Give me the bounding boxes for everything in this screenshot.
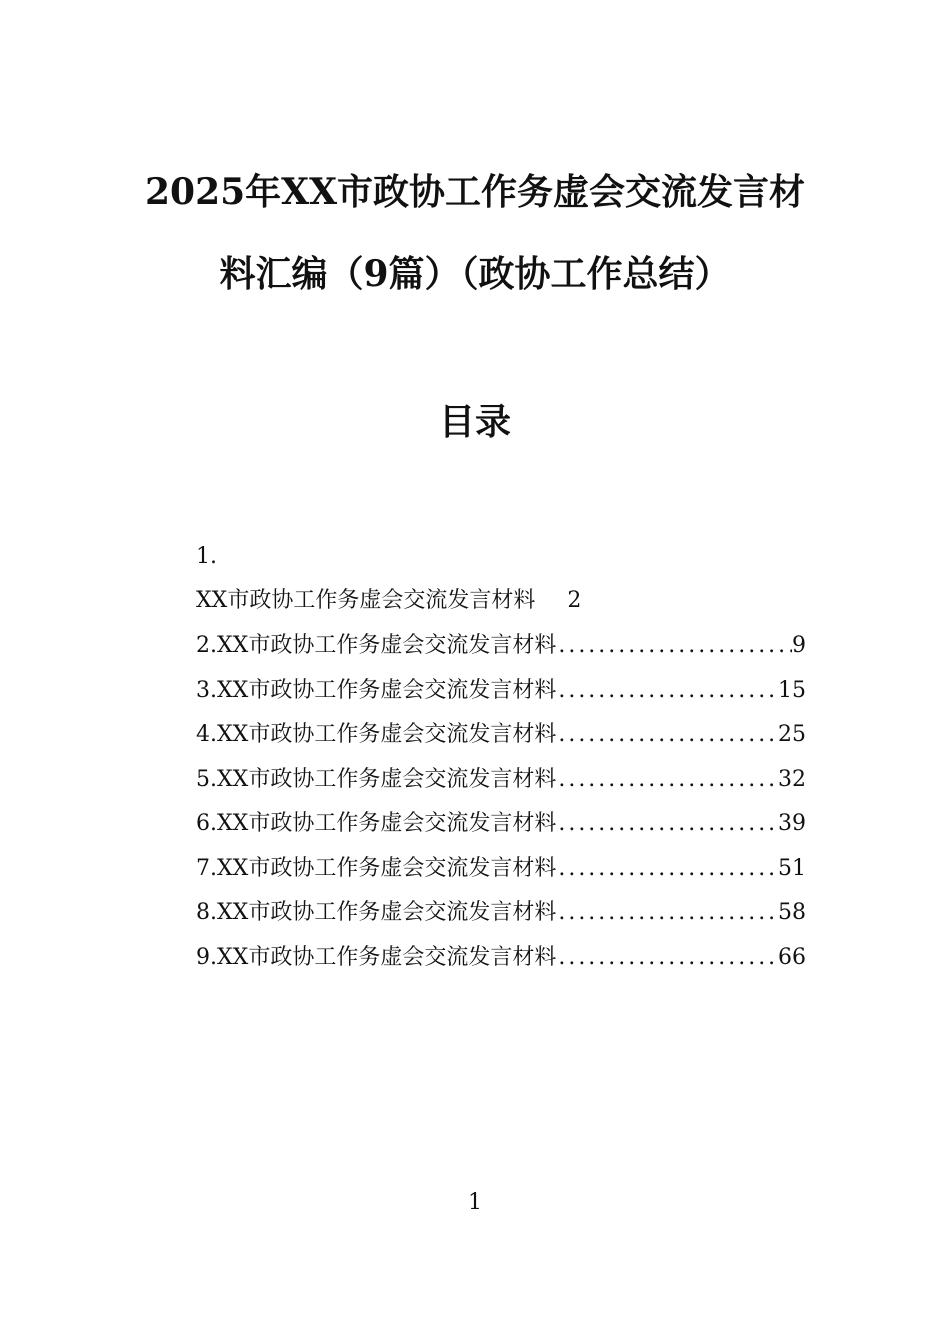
toc-entry-2-title: XX市政协工作务虚会交流发言材料 [217,633,557,658]
toc-entry-7-number: 7. [196,856,217,881]
toc-entry-4[interactable] [196,724,806,746]
toc-entry-8[interactable] [196,902,806,924]
toc-entry-4-number: 4. [196,722,217,747]
toc-entry-3-title: XX市政协工作务虚会交流发言材料 [217,678,557,703]
toc-entry-8-leader [556,902,778,924]
toc-entry-4-leader [556,724,778,746]
toc-entry-7-page: 51 [778,856,806,881]
toc-entry-3-page: 15 [778,678,806,703]
document-title-line-1: 2025年XX市政协工作务虚会交流发言材 [144,171,806,213]
toc-entry-1[interactable] [196,590,806,612]
toc-entry-3[interactable] [196,680,806,702]
document-title-line-2: 料汇编（9篇）（政协工作总结） [219,253,731,295]
toc-entry-9-page: 66 [778,945,806,970]
toc-entry-9-leader [556,947,778,969]
toc-entry-6[interactable] [196,813,806,835]
toc-entry-1-title: XX市政协工作务虚会交流发言材料 [196,588,536,613]
toc-entry-4-page: 25 [778,722,806,747]
toc-entry-5-page: 32 [778,767,806,792]
toc-entry-9-number: 9. [196,945,217,970]
toc-entry-4-title: XX市政协工作务虚会交流发言材料 [217,722,557,747]
toc-entry-5[interactable] [196,769,806,791]
toc-entry-9[interactable] [196,947,806,969]
toc-entry-2-page: 9 [792,633,806,658]
toc-entry-6-leader [556,813,778,835]
toc-entry-7-leader [556,858,778,880]
toc-entry-6-title: XX市政协工作务虚会交流发言材料 [217,811,557,836]
toc-entry-5-number: 5. [196,767,217,792]
toc-entry-1-page: 2 [567,588,582,613]
toc-entry-8-page: 58 [778,900,806,925]
toc-entry-1-number: 1. [196,544,217,569]
toc-entry-2-leader [556,635,792,657]
toc-entry-7-title: XX市政协工作务虚会交流发言材料 [217,856,557,881]
page-number: 1 [468,1190,482,1215]
toc-entry-6-page: 39 [778,811,806,836]
toc-entry-2[interactable] [196,635,806,657]
toc-entry-9-title: XX市政协工作务虚会交流发言材料 [217,945,557,970]
toc-entry-2-number: 2. [196,633,217,658]
toc-entry-5-title: XX市政协工作务虚会交流发言材料 [217,767,557,792]
toc-entry-8-title: XX市政协工作务虚会交流发言材料 [217,900,557,925]
toc-entry-3-leader [556,680,778,702]
toc-entry-5-leader [556,769,778,791]
toc-entry-7[interactable] [196,858,806,880]
toc-entry-6-number: 6. [196,811,217,836]
toc-heading: 目录 [438,401,511,443]
toc-entry-8-number: 8. [196,900,217,925]
toc-entry-3-number: 3. [196,678,217,703]
